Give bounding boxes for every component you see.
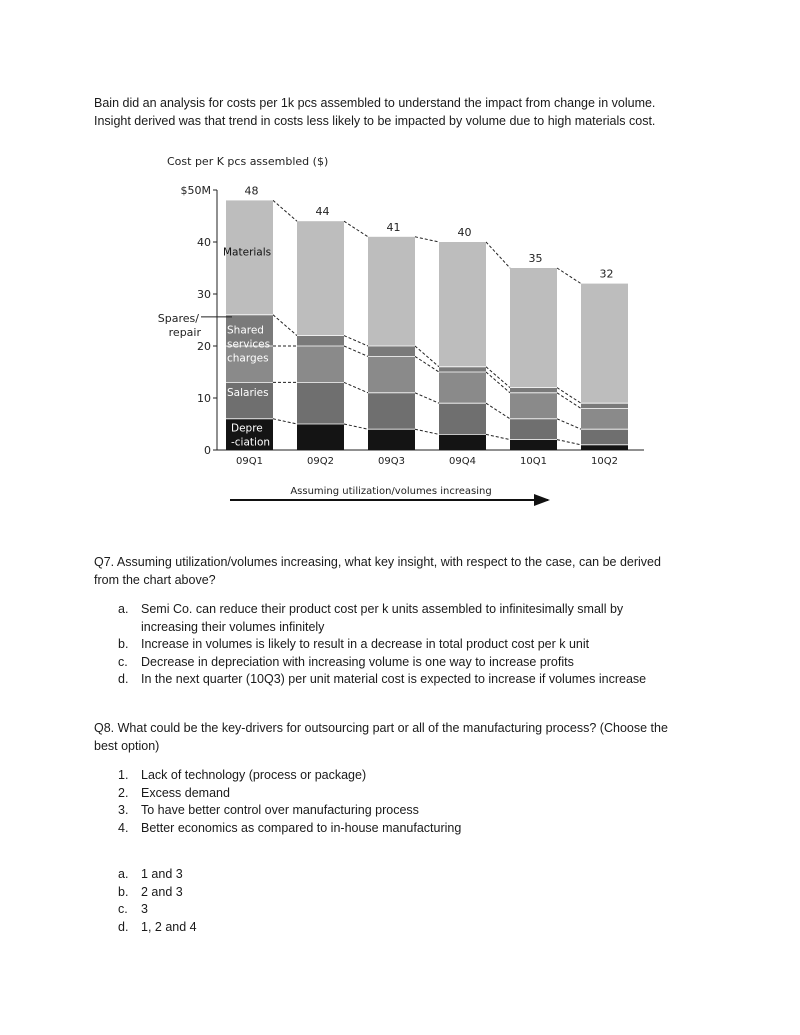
q8-item-text: Better economics as compared to in-house manufacturing xyxy=(141,820,462,835)
dashed-connector xyxy=(344,424,368,429)
q7-option-c xyxy=(94,654,714,672)
bar-segment xyxy=(581,284,628,404)
total-label: 40 xyxy=(457,226,472,239)
total-label: 44 xyxy=(315,205,330,219)
q7-option-marker: b. xyxy=(118,637,129,651)
bar-segment xyxy=(368,356,415,392)
y-tick-label: 40 xyxy=(197,236,211,249)
intro-line-1: Bain did an analysis for costs per 1k pcs assembled to understand the impact from change in volume. xyxy=(94,96,656,110)
spares-repair-label: Spares/ xyxy=(157,312,199,326)
bar-segment xyxy=(297,424,344,450)
q8-option-c xyxy=(94,901,714,919)
bar-segment xyxy=(439,372,486,403)
q8-item xyxy=(94,802,714,820)
q8-option-d xyxy=(94,919,714,937)
dashed-connector xyxy=(273,200,297,221)
dashed-connector xyxy=(344,221,368,237)
chart-xlabel: Assuming utilization/volumes increasing xyxy=(290,486,492,497)
x-tick-label: 09Q1 xyxy=(236,456,263,467)
q8-option-text: 3 xyxy=(141,902,148,916)
q7-option-text: Semi Co. can reduce their product cost per k units assembled to infinitesimally small by xyxy=(141,602,624,616)
q7-line-2: from the chart above? xyxy=(94,573,216,587)
bar-segment xyxy=(368,346,415,356)
bar-segment xyxy=(297,221,344,335)
dashed-connector xyxy=(486,242,510,268)
q8-line-1: Q8. What could be the key-drivers for outsourcing part or all of the manufacturing process? (Choose the xyxy=(94,721,668,735)
dashed-connector xyxy=(486,403,510,419)
q8-item xyxy=(94,767,714,785)
dashed-connector xyxy=(273,419,297,424)
q8-item-marker: 1. xyxy=(118,768,129,782)
q8-option-a xyxy=(94,866,714,884)
q8-item xyxy=(94,785,714,803)
q8-options xyxy=(94,866,714,936)
x-tick-label: 09Q4 xyxy=(449,456,476,467)
question-8 xyxy=(94,719,734,755)
q8-option-b xyxy=(94,884,714,902)
bar-segment xyxy=(510,419,557,440)
bar-segment xyxy=(510,268,557,388)
dashed-connector xyxy=(344,382,368,392)
depreciation-label: -ciation xyxy=(231,436,271,449)
materials-label: Materials xyxy=(223,246,272,259)
cost-chart xyxy=(140,150,660,510)
q7-option-text: In the next quarter (10Q3) per unit material cost is expected to increase if volumes increase xyxy=(141,672,647,686)
x-tick-label: 09Q2 xyxy=(307,456,334,467)
total-label: 35 xyxy=(528,252,543,265)
bar-segment xyxy=(368,393,415,429)
q8-line-2: best option) xyxy=(94,739,160,753)
bar-segment xyxy=(439,367,486,372)
q7-option-b xyxy=(94,636,714,654)
bar-segment xyxy=(439,242,486,367)
total-label: 32 xyxy=(599,267,614,281)
spares-repair-label: repair xyxy=(168,326,201,340)
y-tick-label: 10 xyxy=(197,392,211,405)
q7-options xyxy=(94,601,714,689)
q8-option-marker: d. xyxy=(118,919,129,934)
bar-segment xyxy=(581,403,628,408)
q7-option-d xyxy=(94,671,714,689)
depreciation-label: Depre xyxy=(231,422,263,435)
dashed-connector xyxy=(486,367,510,388)
bar-segment xyxy=(297,382,344,424)
dashed-connector xyxy=(415,237,439,242)
dashed-connector xyxy=(486,372,510,393)
chart-title: Cost per K pcs assembled ($) xyxy=(167,155,329,168)
intro-line-2: Insight derived was that trend in costs less likely to be impacted by volume due to high materials cost. xyxy=(94,114,656,128)
bar-segment xyxy=(297,346,344,382)
y-tick-label: 0 xyxy=(204,444,211,457)
q7-option-a xyxy=(94,601,714,636)
intro-paragraph xyxy=(94,94,734,130)
q7-option-text: Decrease in depreciation with increasing volume is one way to increase profits xyxy=(141,654,574,669)
shared-services-label: Shared xyxy=(227,324,264,337)
dashed-connector xyxy=(557,419,581,429)
bar-segment xyxy=(439,434,486,450)
q8-item-text: Lack of technology (process or package) xyxy=(141,768,367,782)
q8-option-text: 1 and 3 xyxy=(141,867,183,881)
q8-option-marker: a. xyxy=(118,867,129,881)
q8-option-text: 1, 2 and 4 xyxy=(141,919,197,934)
dashed-connector xyxy=(415,429,439,434)
q8-item xyxy=(94,820,714,838)
q7-option-text: Increase in volumes is likely to result in a decrease in total product cost per k unit xyxy=(141,637,590,651)
x-tick-label: 09Q3 xyxy=(378,456,405,467)
bar-segment xyxy=(368,237,415,346)
q8-item-text: Excess demand xyxy=(141,785,230,800)
total-label: 41 xyxy=(386,220,401,234)
dashed-connector xyxy=(557,268,581,284)
q8-option-marker: b. xyxy=(118,884,129,899)
q7-option-marker: a. xyxy=(118,602,129,616)
bar-segment xyxy=(510,388,557,393)
x-tick-label: 10Q1 xyxy=(520,456,547,467)
salaries-label: Salaries xyxy=(227,386,269,399)
dashed-connector xyxy=(557,440,581,445)
bar-segment xyxy=(510,393,557,419)
dashed-connector xyxy=(344,346,368,356)
q7-line-1: Q7. Assuming utilization/volumes increasing, what key insight, with respect to the case, can be derived xyxy=(94,555,661,569)
y-tick-label: 20 xyxy=(197,340,211,353)
bar-segment xyxy=(581,445,628,450)
bar-segment xyxy=(297,336,344,346)
shared-services-label: charges xyxy=(227,352,269,365)
dashed-connector xyxy=(486,434,510,439)
q8-item-marker: 4. xyxy=(118,820,129,835)
y-tick-label: $50M xyxy=(180,184,211,197)
bar-segment xyxy=(439,403,486,434)
q8-item-marker: 3. xyxy=(118,803,129,817)
bar-segment xyxy=(368,429,415,450)
dashed-connector xyxy=(557,393,581,409)
q8-item-text: To have better control over manufacturing process xyxy=(141,803,419,817)
q8-option-text: 2 and 3 xyxy=(141,884,183,899)
shared-services-label: services xyxy=(227,338,271,351)
q8-item-marker: 2. xyxy=(118,785,129,800)
dashed-connector xyxy=(273,315,297,336)
q7-option-marker: d. xyxy=(118,672,129,686)
question-7 xyxy=(94,553,734,589)
q7-option-text-cont: increasing their volumes infinitely xyxy=(141,619,325,634)
q7-option-marker: c. xyxy=(118,654,128,669)
bar-segment xyxy=(581,429,628,445)
bar-segment xyxy=(510,440,557,450)
q8-numbered-items xyxy=(94,767,714,837)
dashed-connector xyxy=(344,336,368,346)
y-tick-label: 30 xyxy=(197,288,211,301)
total-label: 48 xyxy=(244,184,259,198)
dashed-connector xyxy=(415,393,439,403)
bar-segment xyxy=(581,408,628,429)
dashed-connector xyxy=(557,388,581,404)
dashed-connector xyxy=(415,346,439,367)
chart-bars xyxy=(226,200,628,450)
x-tick-label: 10Q2 xyxy=(591,456,618,467)
q8-option-marker: c. xyxy=(118,902,128,916)
